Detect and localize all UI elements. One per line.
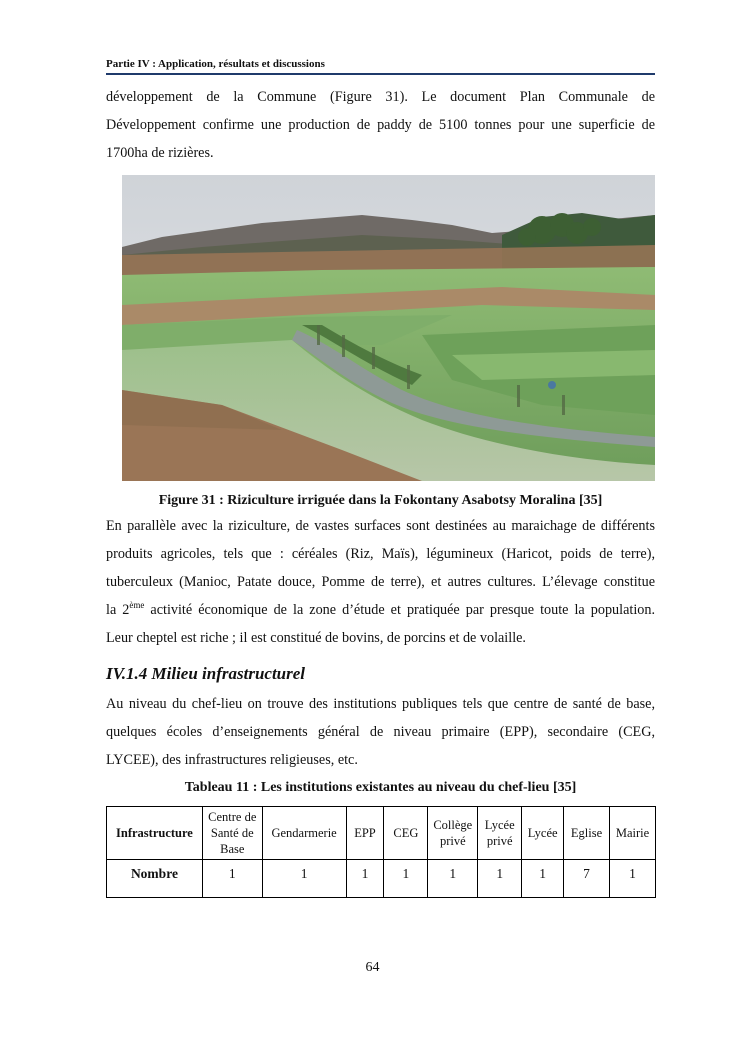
table-cell: 7 [564,860,610,898]
intro-paragraph [106,83,655,167]
intro-line: développement de la Commune (Figure 31). Le document Plan Communale de [106,89,655,105]
table-row [107,860,656,898]
intro-line: Développement confirme une production de paddy de 5100 tonnes pour une superficie de [106,117,655,133]
institutions-table [106,806,656,898]
column-header: CEG [384,807,428,860]
column-header: Eglise [564,807,610,860]
agri-line [106,596,655,624]
page-number: 64 [365,960,380,975]
agri-line: tuberculeux (Manioc, Patate douce, Pomme de terre), et autres cultures. L’élevage constitue [106,574,655,590]
table-cell: 1 [262,860,346,898]
infra-line: quelques écoles d’enseignements général de niveau primaire (EPP), secondaire (CEG, [106,724,655,740]
agri-line4-post: activité économique de la zone d’étude et pratiquée par presque toute la population. [144,602,655,618]
table-cell: 1 [202,860,262,898]
table-cell: 1 [384,860,428,898]
column-header: Centre de Santé de Base [202,807,262,860]
table-cell: 1 [610,860,656,898]
column-header: Mairie [610,807,656,860]
row-label-cell: Nombre [107,860,203,898]
infra-line: LYCEE), des infrastructures religieuses, etc. [106,752,358,768]
table-cell: 1 [428,860,478,898]
table-cell: 1 [522,860,564,898]
rice-field-illustration [122,175,655,481]
infrastructure-paragraph [106,690,655,774]
page-header: Partie IV : Application, résultats et discussions [106,58,655,75]
table-caption: Tableau 11 : Les institutions existantes au niveau du chef-lieu [35] [184,780,577,795]
agri-line: En parallèle avec la riziculture, de vastes surfaces sont destinées au maraichage de différents [106,518,655,534]
ordinal-superscript: ème [129,600,145,610]
column-header: Collège privé [428,807,478,860]
column-header: Lycée privé [478,807,522,860]
rice-field-photo [122,175,655,481]
agri-line: produits agricoles, tels que : céréales (Riz, Maïs), légumineux (Haricot, poids de terre), [106,546,655,562]
section-heading: IV.1.4 Milieu infrastructurel [106,664,306,683]
column-header: Lycée [522,807,564,860]
figure-caption: Figure 31 : Riziculture irriguée dans la Fokontany Asabotsy Moralina [35] [158,493,603,508]
table-cell: 1 [346,860,384,898]
table-cell: 1 [478,860,522,898]
agri-line4-pre: la 2 [106,602,130,618]
column-header: Gendarmerie [262,807,346,860]
infra-line: Au niveau du chef-lieu on trouve des institutions publiques tels que centre de santé de base, [106,696,655,712]
column-header: EPP [346,807,384,860]
table-header-row [107,807,656,860]
intro-line: 1700ha de rizières. [106,145,214,161]
agriculture-paragraph [106,512,655,652]
row-header-cell: Infrastructure [107,807,203,860]
agri-line: Leur cheptel est riche ; il est constitué de bovins, de porcins et de volaille. [106,630,526,646]
